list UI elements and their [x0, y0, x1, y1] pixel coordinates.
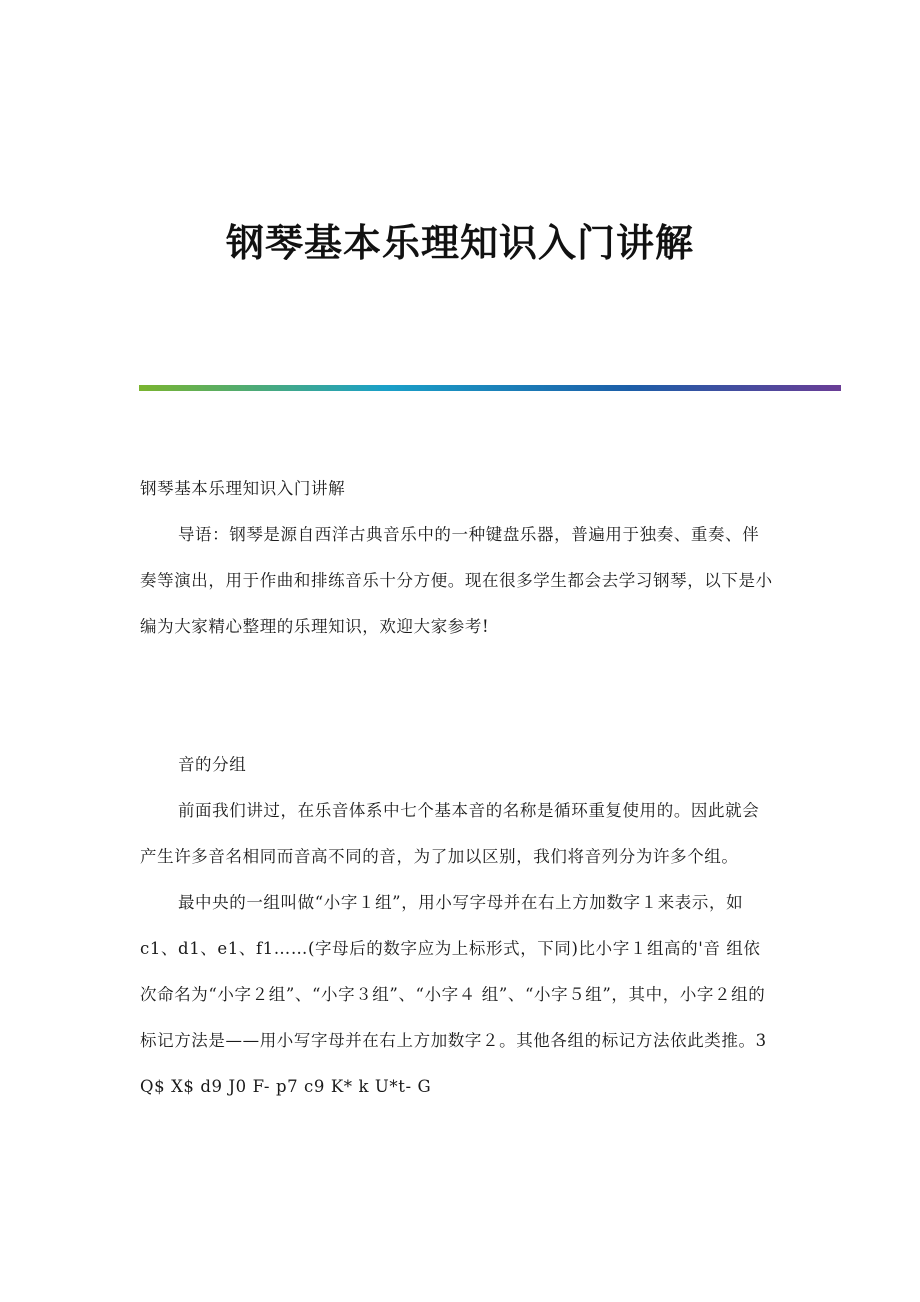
page-title: 钢琴基本乐理知识入门讲解: [225, 221, 694, 265]
body-paragraph-2: 最中央的一组叫做“小字１组”，用小写字母并在右上方加数字１来表示，如c1、d1、e1、f1……(字母后的数字应为上标形式，下同)比小字１组高的'音 组依次命名为“小字２组”、“小字３组”、“小字４ 组”、“小字５组”，其中，小字２组的标记方法是——用小写字母并在右上方加数字２。其他各组的标记方法依此类推。3 Q$ X$ d9 J0 F- p7 c9 K* k U*t- G: [140, 893, 767, 1096]
document-body: [140, 466, 776, 1110]
intro-paragraph: 导语：钢琴是源自西洋古典音乐中的一种键盘乐器，普遍用于独奏、重奏、伴奏等演出，用于作曲和排练音乐十分方便。现在很多学生都会去学习钢琴，以下是小编为大家精心整理的乐理知识，欢迎大家参考!: [140, 525, 773, 636]
section-heading: 音的分组: [177, 755, 247, 774]
section-spacer: [140, 650, 776, 742]
document-subtitle: 钢琴基本乐理知识入门讲解: [140, 479, 346, 498]
body-paragraph-1: 前面我们讲过，在乐音体系中七个基本音的名称是循环重复使用的。因此就会产生许多音名相同而音高不同的音，为了加以区别，我们将音列分为许多个组。: [140, 801, 760, 866]
title-divider: [139, 385, 841, 391]
